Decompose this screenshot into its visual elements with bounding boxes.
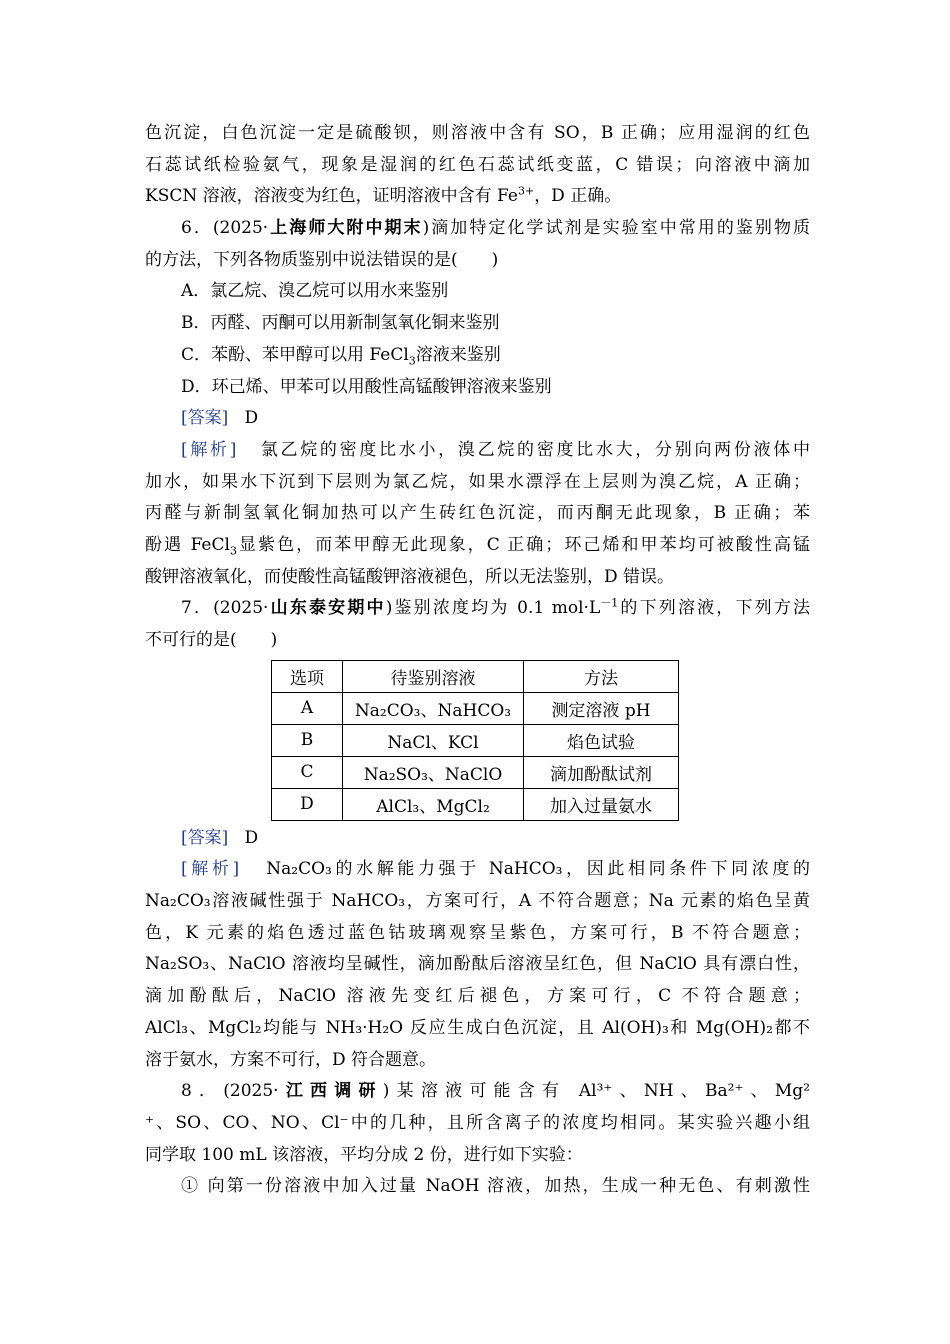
q8-stem-line-2: ⁺、SO、CO、NO、Cl⁻中的几种，且所含离子的浓度均相同。某实验兴趣小组 (145, 1112, 810, 1133)
q7-analysis-line-3: 色，K 元素的焰色透过蓝色钴玻璃观察呈紫色，方案可行，B 不符合题意； (145, 922, 810, 943)
q6-analysis-line-3: 丙醛与新制氢氧化铜加热可以产生砖红色沉淀，而丙酮无此现象，B 正确；苯 (145, 503, 810, 524)
q8-stem-line-1: 8．(2025·江西调研)某溶液可能含有 Al³⁺、NH、Ba²⁺、Mg² (181, 1081, 810, 1102)
table-header-cell: 待鉴别溶液 (343, 660, 524, 692)
table-row (272, 724, 679, 756)
q7-analysis-line-2: Na₂CO₃溶液碱性强于 NaHCO₃，方案可行，A 不符合题意；Na 元素的焰色呈黄 (145, 891, 810, 912)
prev-explanation-line-3: KSCN 溶液，溶液变为红色，证明溶液中含有 $Fe^{3+}$，D 正确。 (145, 184, 622, 207)
table-cell-solution: Na₂SO₃、NaClO (343, 756, 524, 788)
analysis-tag: [解析] (181, 859, 240, 880)
q6-analysis-line-1: [解析] 氯乙烷的密度比水小，溴乙烷的密度比水大，分别向两份液体中 (181, 439, 810, 460)
q6-stem-line-1: 6．(2025·上海师大附中期末)滴加特定化学试剂是实验室中常用的鉴别物质 (181, 218, 810, 239)
q6-option-c: C．苯酚、苯甲醇可以用 FeCl$_3$溶液来鉴别 (181, 344, 501, 368)
table-cell-solution: Na₂CO₃、NaHCO₃ (343, 692, 524, 724)
q7-analysis-line-7: 溶于氨水，方案不可行，D 符合题意。 (145, 1049, 437, 1070)
q6-option-d: D．环己烯、甲苯可以用酸性高锰酸钾溶液来鉴别 (181, 376, 552, 397)
q8-source: 江西调研 (278, 1081, 383, 1102)
table-cell-option: C (272, 756, 343, 788)
q7-stem-line-2: 不可行的是( ) (145, 630, 278, 650)
q8-stem-line-3: 同学取 100 mL 该溶液，平均分成 2 份，进行如下实验： (145, 1144, 583, 1165)
q6-answer: [答案] D (181, 408, 259, 429)
q6-analysis-line-5: 酸钾溶液氧化，而使酸性高锰酸钾溶液褪色，所以无法鉴别，D 错误。 (145, 566, 675, 587)
q6-option-a: A．氯乙烷、溴乙烷可以用水来鉴别 (181, 281, 449, 302)
q7-analysis-line-6: AlCl₃、MgCl₂均能与 NH₃·H₂O 反应生成白色沉淀，且 Al(OH)₃和 Mg(OH)₂都不 (145, 1017, 810, 1038)
table-row (272, 692, 679, 724)
q7-analysis-line-5: 滴加酚酞后，NaClO 溶液先变红后褪色，方案可行，C 不符合题意； (145, 986, 810, 1007)
table-header-cell: 方法 (524, 660, 679, 692)
table-cell-solution: NaCl、KCl (343, 724, 524, 756)
table-cell-option: A (272, 692, 343, 724)
q8-step-1: ① 向第一份溶液中加入过量 NaOH 溶液，加热，生成一种无色、有刺激性 (181, 1176, 810, 1197)
q6-option-b: B．丙醛、丙酮可以用新制氢氧化铜来鉴别 (181, 313, 500, 334)
q7-analysis-line-4: Na₂SO₃、NaClO 溶液均呈碱性，滴加酚酞后溶液呈红色，但 NaClO 具有漂白性， (145, 954, 810, 975)
answer-tag: [答案] (181, 827, 229, 848)
q6-stem-line-2: 的方法，下列各物质鉴别中说法错误的是( ) (145, 249, 499, 270)
table-row (272, 788, 679, 820)
q6-analysis-line-4: 酚遇 FeCl$_3$显紫色，而苯甲醇无此现象，C 正确；环己烯和甲苯均可被酸性高锰 (145, 534, 810, 558)
table-cell-solution: AlCl₃、MgCl₂ (343, 788, 524, 820)
q7-answer: [答案] D (181, 827, 259, 848)
table-cell-method: 滴加酚酞试剂 (524, 756, 679, 788)
q6-analysis-line-2: 加水，如果水下沉到下层则为氯乙烷，如果水漂浮在上层则为溴乙烷，A 正确； (145, 471, 810, 492)
table-header-cell: 选项 (272, 660, 343, 692)
table-header-row (272, 660, 679, 692)
q7-analysis-line-1: [解析] Na₂CO₃的水解能力强于 NaHCO₃，因此相同条件下同浓度的 (181, 859, 810, 880)
q7-stem-line-1: 7．(2025·山东泰安期中)鉴别浓度均为 0.1 $mol\cdot L^{-1}$的下列溶液，下列方法 (181, 596, 810, 619)
table-cell-method: 焰色试验 (524, 724, 679, 756)
table-cell-option: B (272, 724, 343, 756)
prev-explanation-line-1: 色沉淀，白色沉淀一定是硫酸钡，则溶液中含有 SO，B 正确；应用湿润的红色 (145, 123, 810, 143)
analysis-tag: [解析] (181, 439, 237, 460)
table-cell-method: 加入过量氨水 (524, 788, 679, 820)
prev-explanation-line-2: 石蕊试纸检验氨气，现象是湿润的红色石蕊试纸变蓝，C 错误；向溶液中滴加 (145, 154, 810, 175)
answer-tag: [答案] (181, 408, 229, 429)
q7-table (271, 660, 679, 821)
q7-source: 山东泰安期中 (268, 598, 386, 619)
table-cell-method: 测定溶液 pH (524, 692, 679, 724)
document-page (145, 118, 810, 1203)
q6-source: 上海师大附中期末 (268, 218, 423, 239)
table-cell-option: D (272, 788, 343, 820)
table-row (272, 756, 679, 788)
